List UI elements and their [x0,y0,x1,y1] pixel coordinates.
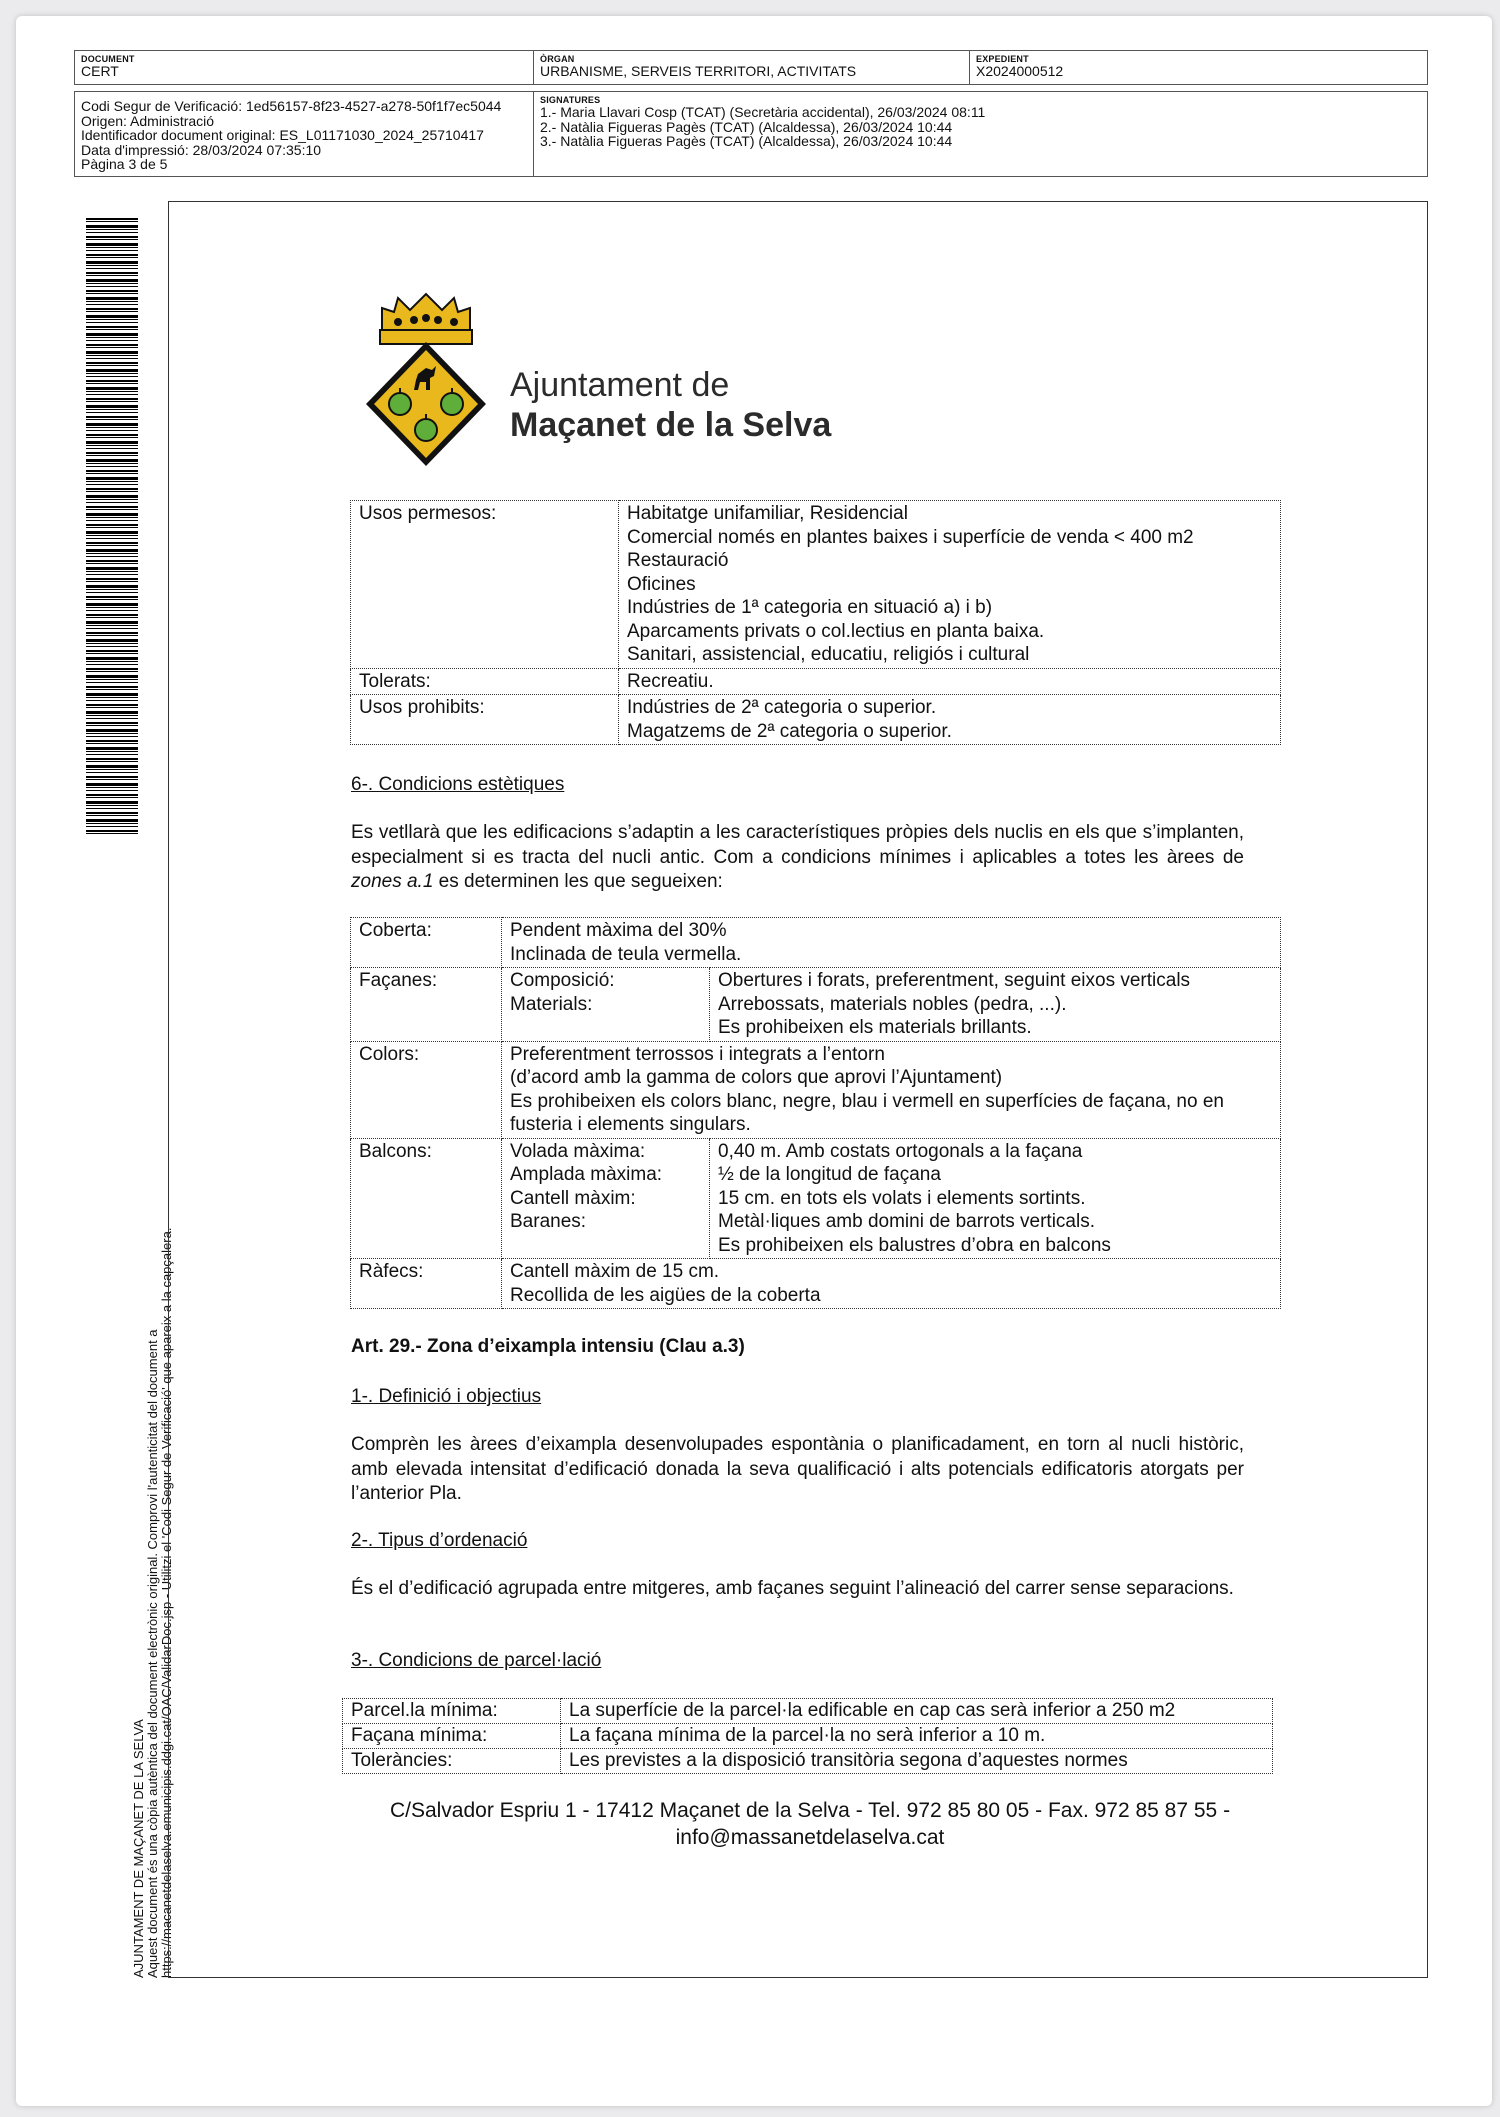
list-item: Materials: [510,993,593,1015]
header-bottom-box [74,91,1428,177]
footer-email[interactable]: info@massanetdelaselva.cat [675,1826,945,1849]
section-6-heading: 6-. Condicions estètiques [351,774,565,795]
article-section-3-heading: 3-. Condicions de parcel·lació [351,1650,602,1671]
tolerances-label: Toleràncies: [343,1749,561,1774]
uses-prohibited-values [619,695,1281,745]
article-section-2-heading: 2-. Tipus d’ordenació [351,1530,528,1551]
facanes-sublabels [502,968,710,1042]
list-item: Pendent màxima del 30% [510,920,727,941]
table-row [343,1699,1273,1724]
list-item: Es prohibeixen els balustres d’obra en balcons [718,1234,1111,1256]
uses-prohibited-label: Usos prohibits: [351,695,619,745]
list-item: Metàl·liques amb domini de barrots verticals. [718,1211,1095,1232]
signatures-cell [533,92,1427,176]
origin: Origen: Administració [81,112,215,129]
municipality-name-line-2: Maçanet de la Selva [510,406,832,444]
facade-min-value: La façana mínima de la parcel·la no serà inferior a 10 m. [561,1724,1273,1749]
print-date: Data d'impressió: 28/03/2024 07:35:10 [81,141,322,158]
article-section-2-text: És el d’edificació agrupada entre mitgeres, amb façanes seguint l’alineació del carrer sense separacions. [351,1578,1234,1599]
signatures-label: SIGNATURES [540,95,601,105]
parcel-conditions-table [342,1698,1273,1774]
coberta-values [502,918,1281,968]
list-item: Restauració [627,550,729,571]
uses-tolerated-values [619,668,1281,695]
uses-permitted-label: Usos permesos: [351,501,619,669]
organ-cell [533,51,969,84]
verification-cell [75,92,533,176]
table-row [343,1749,1273,1774]
list-item: Magatzems de 2ª categoria o superior. [627,720,952,742]
list-item: Comercial només en plantes baixes i superfície de venda < 400 m2 [627,526,1194,548]
list-item: 0,40 m. Amb costats ortogonals a la façana [718,1140,1083,1162]
rafecs-label: Ràfecs: [351,1259,502,1309]
parcel-min-label: Parcel.la mínima: [343,1699,561,1724]
section-6-text-part-1: Es vetllarà que les edificacions s’adaptin a les característiques pròpies dels nuclis en els que s’implanten, especialment si es tracta del nucli antic. Com a condicions mínimes i aplicables a totes les àrees de [351,822,1244,868]
article-section-1-text: Comprèn les àrees d’eixampla desenvolupades espontània o planificadament, en torn al nucli històric, amb elevada intensitat d’edificació donada la seva qualificació i alts potencials edificatoris atorgats per l’anterior Pla. [351,1434,1244,1504]
municipal-coat-of-arms-icon [358,290,494,470]
list-item: Indústries de 1ª categoria en situació a) i b) [627,597,993,618]
list-item: (d’acord amb la gamma de colors que aprovi l’Ajuntament) [510,1067,1003,1088]
list-item: Inclinada de teula vermella. [510,943,742,965]
table-row [351,918,1281,968]
list-item: Cantell màxim: [510,1187,636,1209]
list-item: Sanitari, assistencial, educatiu, religiós i cultural [627,644,1030,665]
section-6-text-italic: zones a.1 [351,871,434,892]
expedient-cell [969,51,1427,84]
article-section-1-heading: 1-. Definició i objectius [351,1386,542,1407]
signature-3: 3.- Natàlia Figueras Pagès (TCAT) (Alcaldessa), 26/03/2024 10:44 [540,133,953,149]
uses-permitted-values [619,501,1281,669]
facanes-values [710,968,1281,1042]
list-item: Aparcaments privats o col.lectius en planta baixa. [627,620,1045,642]
section-6-text-part-2: es determinen les que segueixen: [433,871,723,892]
list-item: 15 cm. en tots els volats i elements sortints. [718,1187,1086,1209]
table-row [351,968,1281,1042]
list-item: Indústries de 2ª categoria o superior. [627,697,937,718]
article-title: Art. 29.- Zona d’eixampla intensiu (Clau a.3) [351,1336,745,1357]
list-item: Arrebossats, materials nobles (pedra, ...). [718,993,1067,1015]
side-text-line-3[interactable]: https://macanetdelaselva.emunicipis.ddgi.cat/OAC/ValidarDoc.jsp - Utilitzi el 'Codi Segur de Verificació' que apareix a la capçalera. [159,1227,174,1978]
document-cell [75,51,533,84]
municipality-name [510,365,831,445]
list-item: Es prohibeixen els materials brillants. [718,1017,1032,1038]
table-row [351,1259,1281,1309]
rafecs-values [502,1259,1281,1309]
side-text-line-2: Aquest document és una còpia autèntica del document electrònic original. Comprovi l'autenticitat del document a [145,1329,160,1978]
colors-label: Colors: [351,1041,502,1138]
expedient-label: EXPEDIENT [976,54,1029,64]
table-row [351,1138,1281,1259]
document-value: CERT [81,63,119,79]
table-row [343,1724,1273,1749]
list-item: Es prohibeixen els colors blanc, negre, blau i vermell en superfícies de façana, no en fusteria i elements singulars. [510,1090,1224,1135]
list-item: Baranes: [510,1211,587,1232]
coberta-label: Coberta: [351,918,502,968]
aesthetic-conditions-table [350,917,1281,1309]
table-row [351,1041,1281,1138]
list-item: ½ de la longitud de façana [718,1164,941,1185]
facanes-label: Façanes: [351,968,502,1042]
list-item: Oficines [627,573,696,595]
verification-code: Codi Segur de Verificació: 1ed56157-8f23-4527-a278-50f1f7ec5044 [81,98,502,114]
list-item: Preferentment terrossos i integrats a l’entorn [510,1043,885,1065]
verification-barcode [86,218,138,834]
list-item: Recreatiu. [627,670,714,692]
list-item: Composició: [510,970,615,991]
colors-values [502,1041,1281,1138]
list-item: Habitatge unifamiliar, Residencial [627,503,908,524]
table-row [351,501,1281,669]
list-item: Cantell màxim de 15 cm. [510,1261,720,1282]
list-item: Volada màxima: [510,1140,646,1162]
side-text-line-1: AJUNTAMENT DE MAÇANET DE LA SELVA [131,1719,146,1978]
organ-value: URBANISME, SERVEIS TERRITORI, ACTIVITATS [540,63,857,79]
table-row [351,668,1281,695]
list-item: Recollida de les aigües de la coberta [510,1284,821,1306]
section-6-paragraph [351,821,1244,895]
document-label: DOCUMENT [81,54,135,64]
page-footer [340,1797,1280,1851]
uses-table [350,500,1281,745]
uses-tolerated-label: Tolerats: [351,668,619,695]
tolerances-value: Les previstes a la disposició transitòria segona d’aquestes normes [561,1749,1273,1774]
balcons-sublabels [502,1138,710,1259]
original-identifier: Identificador document original: ES_L01171030_2024_25710417 [81,127,484,143]
signature-1: 1.- Maria Llavari Cosp (TCAT) (Secretària accidental), 26/03/2024 08:11 [540,104,986,120]
list-item: Obertures i forats, preferentment, seguint eixos verticals [718,970,1191,991]
header-top-box [74,50,1428,85]
list-item: Amplada màxima: [510,1164,663,1185]
page-number: Pàgina 3 de 5 [81,156,168,172]
balcons-values [710,1138,1281,1259]
organ-label: ÒRGAN [540,54,575,64]
footer-address: C/Salvador Espriu 1 - 17412 Maçanet de la Selva - Tel. 972 85 80 05 - Fax. 972 85 87 55 - [389,1799,1231,1822]
table-row [351,695,1281,745]
municipality-name-line-1: Ajuntament de [510,366,730,404]
parcel-min-value: La superfície de la parcel·la edificable en cap cas serà inferior a 250 m2 [561,1699,1273,1724]
expedient-value: X2024000512 [976,63,1064,79]
facade-min-label: Façana mínima: [343,1724,561,1749]
signature-2: 2.- Natàlia Figueras Pagès (TCAT) (Alcaldessa), 26/03/2024 10:44 [540,118,953,135]
balcons-label: Balcons: [351,1138,502,1259]
